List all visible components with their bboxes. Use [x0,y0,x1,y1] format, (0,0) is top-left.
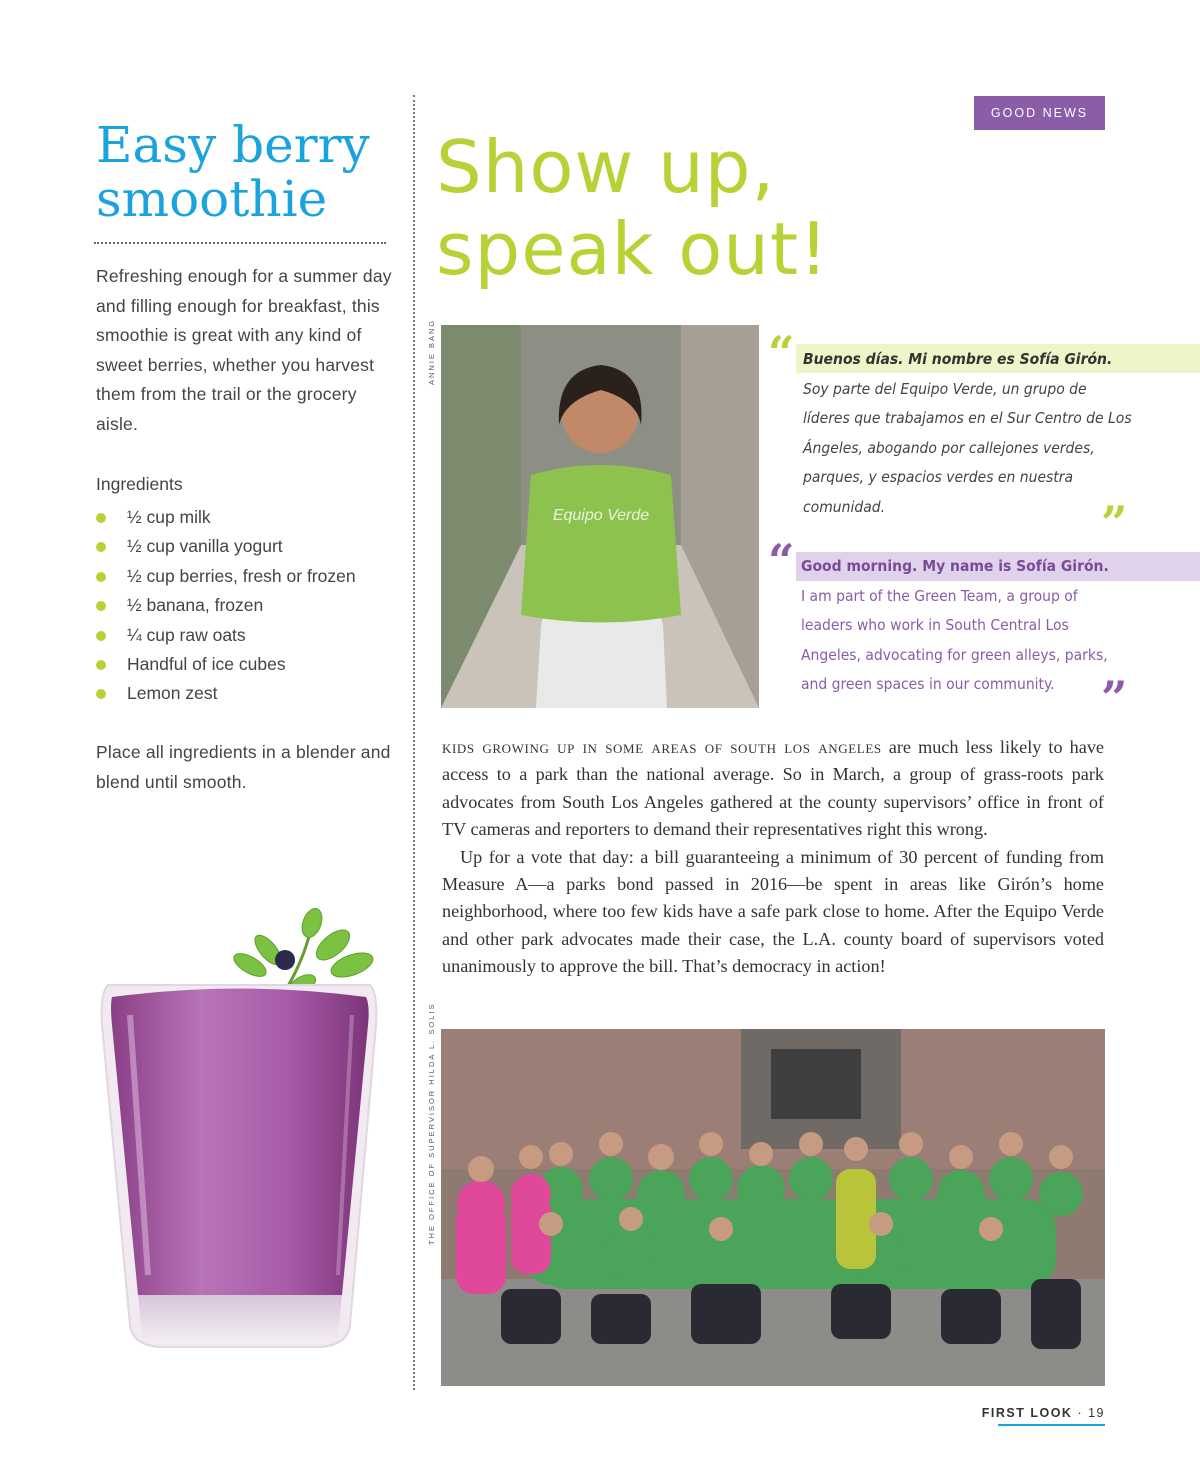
close-quote-icon: ” [1101,496,1128,550]
list-item: ½ cup vanilla yogurt [96,532,396,561]
list-item: Handful of ice cubes [96,650,396,679]
section-tag: GOOD NEWS [974,96,1105,130]
bullet-icon [96,572,106,582]
title-line-2: speak out! [436,207,829,291]
list-item: ½ cup milk [96,503,396,532]
column-divider [413,95,415,1390]
english-quote [801,552,1131,700]
list-item: ½ banana, frozen [96,591,396,620]
spanish-quote-lead: Buenos días. Mi nombre es Sofía Girón. [803,350,1113,368]
body-paragraph-1: kids growing up in some areas of south los angeles are much less likely to have access to a park than the national average. So in March, a group of grass-roots park advocates from South Los Angeles gathered at the county supervisors’ office in front of TV cameras and reporters to demand their representatives right this wrong. [442,737,1104,840]
recipe-title-divider [94,242,386,244]
bullet-icon [96,542,106,552]
ingredients-heading: Ingredients [96,474,183,494]
section-name: FIRST LOOK [981,1406,1073,1420]
group-photo-credit: THE OFFICE OF SUPERVISOR HILDA L. SOLIS [427,1002,436,1245]
group-photo [441,1029,1105,1386]
recipe-instructions: Place all ingredients in a blender and blend until smooth. [96,742,391,792]
portrait-photo-credit: ANNIE BANG [427,318,436,385]
portrait-photo [441,325,759,708]
body-lead-in: kids growing up in some areas of south los angeles [442,737,882,757]
page-number: · 19 [1077,1406,1105,1420]
open-quote-icon: “ [768,326,795,380]
close-quote-icon: ” [1101,671,1128,725]
body-paragraph-2: Up for a vote that day: a bill guaranteeing a minimum of 30 percent of funding from Measure A—a parks bond passed in 2016—be spent in areas like Girón’s home neighborhood, where too few kids have a safe park close to home. After the Equipo Verde and other park advocates made their case, the L.A. county board of supervisors voted unanimously to approve the bill. That’s democracy in action! [442,846,1104,977]
bullet-icon [96,689,106,699]
list-item: ¼ cup raw oats [96,621,396,650]
ingredient-list [96,503,396,709]
page-folio [960,1406,1105,1420]
title-line-1: Show up, [436,125,776,209]
article-body [442,734,1104,981]
english-quote-lead: Good morning. My name is Sofía Girón. [801,557,1109,575]
recipe-title: Easy berry smoothie [96,116,370,228]
bullet-icon [96,660,106,670]
open-quote-icon: “ [768,534,795,588]
article-title [436,126,996,290]
folio-underline [998,1424,1105,1426]
english-quote-body: I am part of the Green Team, a group of leaders who work in South Central Los Angeles, advocating for green alleys, parks, and green spaces in our community. [801,586,1108,693]
spanish-quote [803,345,1133,522]
svg-text:Equipo Verde: Equipo Verde [552,507,650,524]
list-item: ½ cup berries, fresh or frozen [96,562,396,591]
bullet-icon [96,513,106,523]
smoothie-image [90,905,390,1365]
bullet-icon [96,601,106,611]
list-item: Lemon zest [96,679,396,708]
recipe-intro: Refreshing enough for a summer day and filling enough for breakfast, this smoothie is great with any kind of sweet berries, whether you harvest them from the trail or the grocery aisle. [96,266,392,434]
bullet-icon [96,631,106,641]
spanish-quote-body: Soy parte del Equipo Verde, un grupo de líderes que trabajamos en el Sur Centro de Los Ángeles, abogando por callejones verdes, parques, y espacios verdes en nuestra comunidad. [803,379,1132,516]
